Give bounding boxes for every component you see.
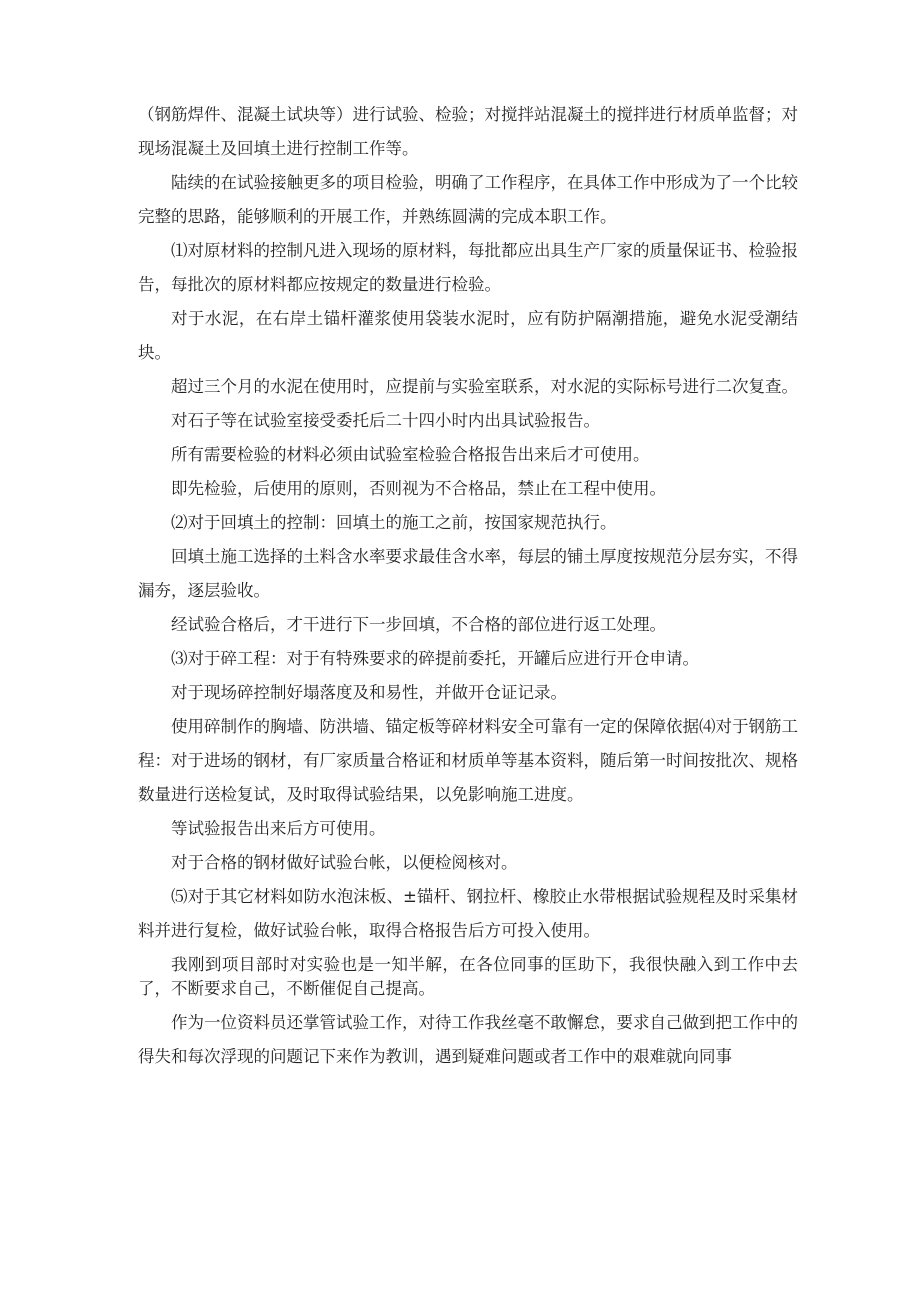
paragraph-9: ⑵对于回填土的控制：回填土的施工之前，按国家规范执行。: [171, 513, 617, 532]
paragraph-15: 等试验报告出来后方可使用。: [171, 819, 386, 838]
paragraph-1: （钢筋焊件、混凝土试块等）进行试验、检验；对搅拌站混凝土的搅拌进行材质单监督；对现场混凝土及回填土进行控制工作等。: [138, 105, 798, 158]
paragraph-6: 对石子等在试验室接受委托后二十四小时内出具试验报告。: [171, 411, 600, 430]
paragraph-8: 即先检验，后使用的原则，否则视为不合格品，禁止在工程中使用。: [171, 479, 666, 498]
paragraph-7: 所有需要检验的材料必须由试验室检验合格报告出来后才可使用。: [171, 445, 650, 464]
paragraph-12: ⑶对于碎工程：对于有特殊要求的碎提前委托，开罐后应进行开仓申请。: [171, 649, 699, 668]
paragraph-3: ⑴对原材料的控制凡进入现场的原材料，每批都应出具生产厂家的质量保证书、检验报告，每批次的原材料都应按规定的数量进行检验。: [138, 241, 798, 294]
paragraph-13: 对于现场碎控制好塌落度及和易性，并做开仓证记录。: [171, 683, 567, 702]
paragraph-10: 回填土施工选择的土料含水率要求最佳含水率，每层的铺土厚度按规范分层夯实，不得漏夯，逐层验收。: [138, 547, 798, 600]
paragraph-14: 使用碎制作的胸墙、防洪墙、锚定板等碎材料安全可靠有一定的保障依据⑷对于钢筋工程：对于进场的钢材，有厂家质量合格证和材质单等基本资料，随后第一时间按批次、规格数量进行送检复试，及时取得试验结果，以免影响施工进度。: [138, 717, 798, 804]
document-body: [138, 98, 798, 1074]
paragraph-2: 陆续的在试验接触更多的项目检验，明确了工作程序，在具体工作中形成为了一个比较完整的思路，能够顺利的开展工作，并熟练圆满的完成本职工作。: [138, 173, 798, 226]
paragraph-11: 经试验合格后，才干进行下一步回填，不合格的部位进行返工处理。: [171, 615, 666, 634]
paragraph-18: 我刚到项目部时对实验也是一知半解，在各位同事的匡助下，我很快融入到工作中去了，不断要求自己，不断催促自己提高。: [138, 955, 798, 998]
paragraph-5: 超过三个月的水泥在使用时，应提前与实验室联系，对水泥的实际标号进行二次复查。: [171, 377, 798, 396]
paragraph-4: 对于水泥，在右岸土锚杆灌浆使用袋装水泥时，应有防护隔潮措施，避免水泥受潮结块。: [138, 309, 798, 362]
paragraph-17: ⑸对于其它材料如防水泡沫板、±锚杆、钢拉杆、橡胶止水带根据试验规程及时采集材料并进行复检，做好试验台帐，取得合格报告后方可投入使用。: [138, 887, 798, 940]
paragraph-19: 作为一位资料员还掌管试验工作，对待工作我丝毫不敢懈怠，要求自己做到把工作中的得失和每次浮现的问题记下来作为教训，遇到疑难问题或者工作中的艰难就向同事: [138, 1013, 798, 1066]
paragraph-16: 对于合格的钢材做好试验台帐，以便检阅核对。: [171, 853, 518, 872]
